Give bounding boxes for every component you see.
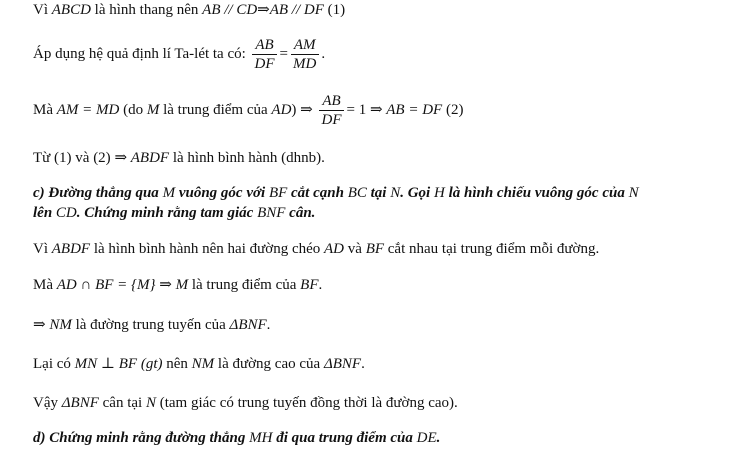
line-12-part-d-heading: d) Chứng minh rằng đường thẳng MH đi qua trung điểm của DE. (33, 430, 441, 446)
line-7: Vì ABDF là hình bình hành nên hai đường chéo AD và BF cắt nhau tại trung điểm mỗi đường. (33, 241, 600, 257)
fraction-am-md: $\frac{AM}{MD}$ (290, 36, 319, 73)
line-2: Áp dụng hệ quả định lí Ta-lét ta có: $\frac{AB}{DF}$ = $\frac{AM}{MD}$ . (33, 37, 326, 72)
line-10: Lại có MN ⊥ BF (gt) nên NM là đường cao của ΔBNF. (33, 356, 365, 372)
line-1: Vì ABCD là hình thang nên AB // CD⇒AB // DF (1) (33, 2, 346, 18)
line-6-part-c-heading: lên CD. Chứng minh rằng tam giác BNF cân. (33, 205, 316, 221)
line-8: Mà AD ∩ BF = {M} ⇒ M là trung điểm của BF. (33, 277, 323, 293)
line-3: Mà AM = MD (do M là trung điểm của AD) ⇒ $\frac{AB}{DF}$ = 1 ⇒ AB = DF (2) (33, 93, 464, 128)
line-5-part-c-heading: c) Đường thẳng qua M vuông góc với BF cắt cạnh BC tại N. Gọi H là hình chiếu vuông góc của N (33, 185, 639, 201)
fraction-ab-df-2: $\frac{AB}{DF}$ (318, 92, 344, 129)
line-4: Từ (1) và (2) ⇒ ABDF là hình bình hành (dhnb). (33, 150, 325, 166)
fraction-ab-df: $\frac{AB}{DF}$ (252, 36, 278, 73)
line-9: ⇒ NM là đường trung tuyến của ΔBNF. (33, 317, 271, 333)
line-11: Vậy ΔBNF cân tại N (tam giác có trung tuyến đồng thời là đường cao). (33, 395, 458, 411)
